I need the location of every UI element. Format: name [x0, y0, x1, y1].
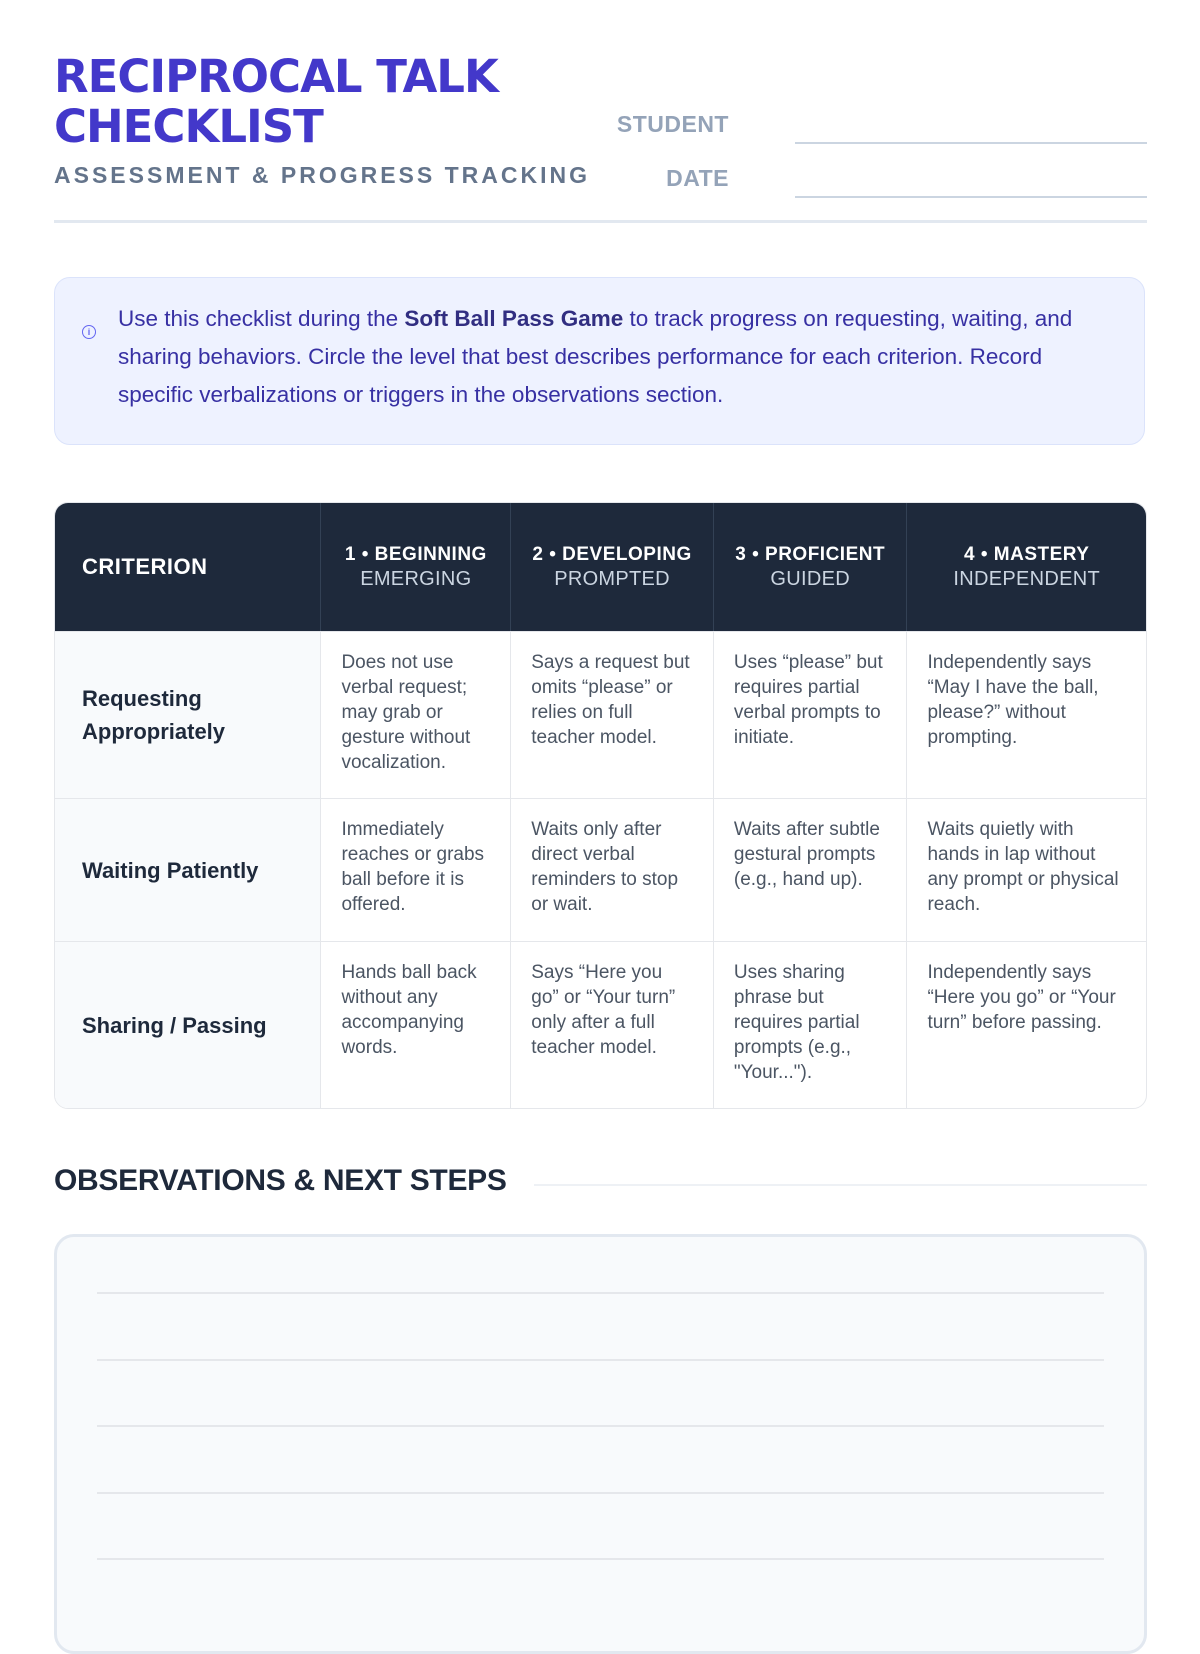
- writing-line: [97, 1425, 1104, 1427]
- date-field: [614, 158, 1147, 198]
- level-1-header: [321, 503, 511, 631]
- rubric-header-row: [55, 503, 1146, 631]
- writing-line: [97, 1292, 1104, 1294]
- writing-line: [97, 1492, 1104, 1494]
- rubric-cell[interactable]: Independently says “May I have the ball, please?” without prompting.: [907, 631, 1146, 798]
- rubric-cell[interactable]: Says a request but omits “please” or relies on full teacher model.: [511, 631, 714, 798]
- instructions-text-start: Use this checklist during the: [118, 306, 405, 331]
- observations-box[interactable]: [54, 1234, 1147, 1654]
- table-row: [55, 941, 1146, 1108]
- instructions-text-end: to track progress on requesting, waiting, and sharing behaviors. Circle the level that best describes performance for each criterion. Record specific verbalizations or triggers in the observations section.: [118, 306, 1073, 407]
- rubric-cell[interactable]: Waits quietly with hands in lap without any prompt or physical reach.: [907, 798, 1146, 941]
- writing-line: [97, 1359, 1104, 1361]
- writing-line: [97, 1558, 1104, 1560]
- rubric-cell[interactable]: Waits after subtle gestural prompts (e.g., hand up).: [714, 798, 908, 941]
- level-label: 1 • BEGINNING: [344, 544, 487, 565]
- level-sublabel: INDEPENDENT: [953, 568, 1101, 590]
- student-field: [614, 104, 1147, 144]
- level-sublabel: GUIDED: [770, 568, 850, 590]
- instructions-box: [54, 277, 1145, 445]
- level-3-header: [714, 503, 908, 631]
- page-title: RECIPROCAL TALK CHECKLIST: [54, 50, 498, 153]
- header-divider: [54, 220, 1147, 223]
- table-row: [55, 798, 1146, 941]
- header: [54, 52, 1147, 224]
- date-label: DATE: [666, 165, 729, 191]
- instructions-text: [118, 300, 1118, 414]
- level-label: 2 • DEVELOPING: [532, 544, 692, 565]
- rubric-cell[interactable]: Immediately reaches or grabs ball before it is offered.: [321, 798, 511, 941]
- game-name: Soft Ball Pass Game: [404, 306, 624, 331]
- table-row: [55, 631, 1146, 798]
- criterion-cell: Requesting Appropriately: [55, 631, 321, 798]
- level-2-header: [511, 503, 714, 631]
- observations-title: OBSERVATIONS & NEXT STEPS: [54, 1164, 519, 1198]
- student-label: STUDENT: [616, 111, 729, 137]
- level-sublabel: PROMPTED: [554, 568, 670, 590]
- rubric-cell[interactable]: Uses sharing phrase but requires partial prompts (e.g., "Your...").: [714, 941, 908, 1108]
- level-4-header: [907, 503, 1146, 631]
- rubric-cell[interactable]: Says “Here you go” or “Your turn” only after a full teacher model.: [511, 941, 714, 1108]
- student-line: [795, 104, 1147, 144]
- level-label: 3 • PROFICIENT: [735, 544, 886, 565]
- rubric-cell[interactable]: Does not use verbal request; may grab or gesture without vocalization.: [321, 631, 511, 798]
- rubric-table: [54, 502, 1147, 1109]
- info-icon: i: [82, 325, 96, 339]
- rubric-cell[interactable]: Hands ball back without any accompanying words.: [321, 941, 511, 1108]
- criterion-header: CRITERION: [55, 503, 321, 631]
- rubric-cell[interactable]: Independently says “Here you go” or “Your turn” before passing.: [907, 941, 1146, 1108]
- level-sublabel: EMERGING: [360, 568, 472, 590]
- page-subtitle: ASSESSMENT & PROGRESS TRACKING: [54, 162, 590, 188]
- observations-rule: [534, 1184, 1147, 1186]
- date-line: [795, 158, 1147, 198]
- level-label: 4 • MASTERY: [964, 544, 1090, 565]
- rubric-cell[interactable]: Waits only after direct verbal reminders to stop or wait.: [511, 798, 714, 941]
- criterion-cell: Waiting Patiently: [55, 798, 321, 941]
- rubric-cell[interactable]: Uses “please” but requires partial verbal prompts to initiate.: [714, 631, 908, 798]
- criterion-cell: Sharing / Passing: [55, 941, 321, 1108]
